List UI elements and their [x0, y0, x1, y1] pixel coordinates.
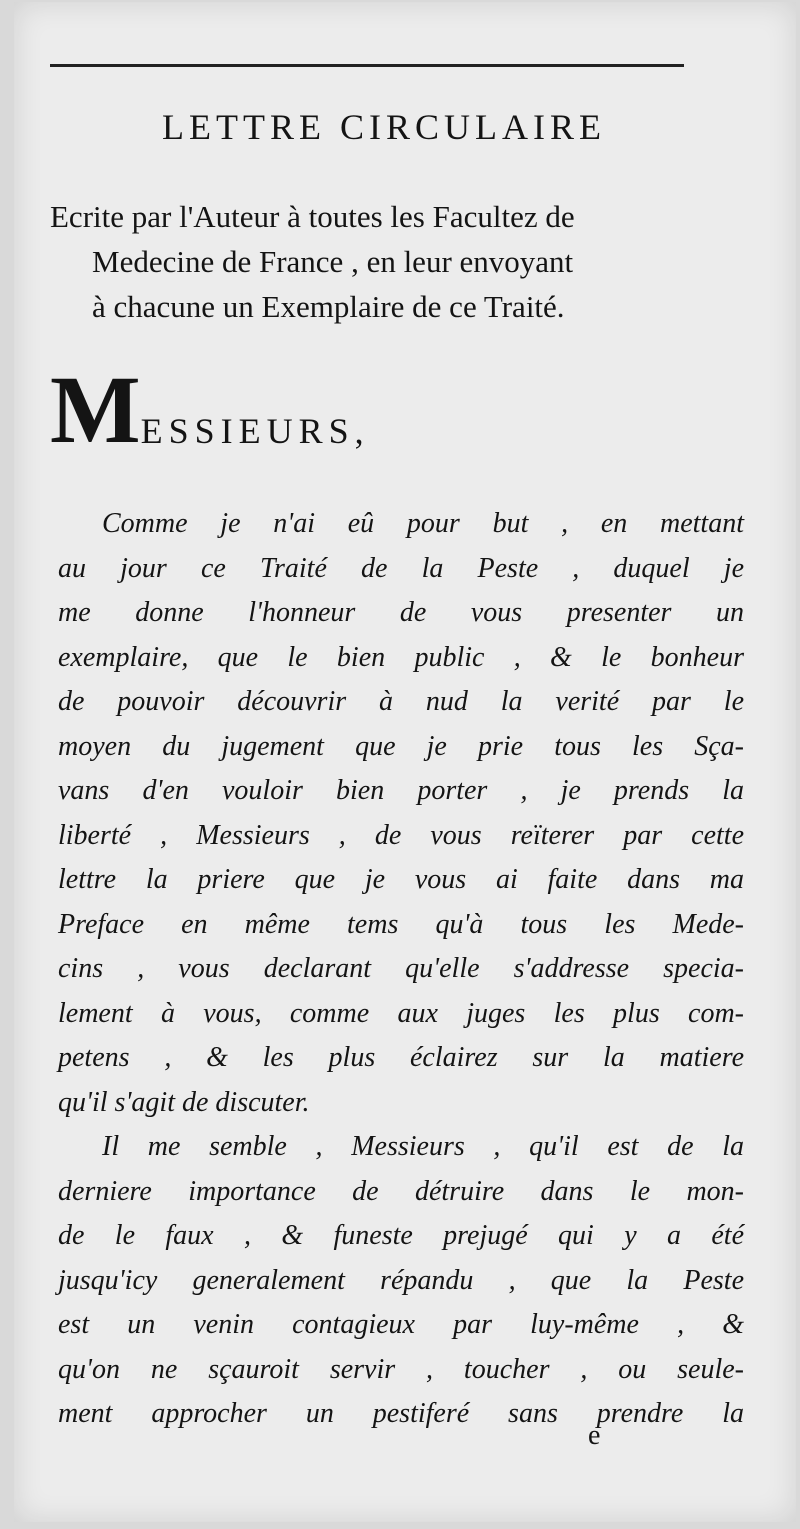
letter-body: [58, 502, 744, 1437]
drop-cap: M: [50, 356, 141, 463]
letter-title: LETTRE CIRCULAIRE: [162, 107, 606, 147]
text-line: Il me semble , Messieurs , qu'il est de la: [102, 1131, 744, 1162]
text-line: me donne l'honneur de vous presenter un: [58, 597, 744, 628]
text-line: de le faux , & funeste prejugé qui y a été: [58, 1220, 744, 1251]
catchword: e: [588, 1420, 601, 1451]
text-line: vans d'en vouloir bien porter , je prends la: [58, 775, 744, 806]
text-line: Comme je n'ai eû pour but , en mettant: [102, 508, 744, 539]
text-line: ment approcher un pestiferé sans prendre la: [58, 1398, 744, 1429]
text-line: liberté , Messieurs , de vous reïterer par cette: [58, 819, 744, 851]
text-line: Preface en même tems qu'à tous les Mede-: [58, 908, 744, 940]
salutation: [50, 356, 370, 463]
text-line: est un venin contagieux par luy-même , &: [58, 1309, 744, 1340]
text-line: cins , vous declarant qu'elle s'addresse specia-: [58, 953, 744, 984]
text-line: de pouvoir découvrir à nud la verité par le: [58, 686, 744, 717]
text-line: lettre la priere que je vous ai faite dans ma: [58, 864, 744, 895]
text-line: jusqu'icy generalement répandu , que la Peste: [58, 1264, 744, 1296]
book-page: [14, 2, 796, 1522]
letter-subtitle: [50, 194, 740, 329]
salutation-rest: ESSIEURS,: [140, 411, 370, 451]
text-line: derniere importance de détruire dans le mon-: [58, 1175, 744, 1207]
text-line: petens , & les plus éclairez sur la matiere: [58, 1042, 744, 1073]
text-line: au jour ce Traité de la Peste , duquel je: [58, 552, 744, 584]
subtitle-line: Ecrite par l'Auteur à toutes les Facultez de: [50, 199, 575, 234]
text-line: lement à vous, comme aux juges les plus com-: [58, 997, 744, 1029]
text-line: qu'on ne sçauroit servir , toucher , ou seule-: [58, 1353, 744, 1385]
subtitle-line: à chacune un Exemplaire de ce Traité.: [92, 289, 565, 324]
subtitle-line: Medecine de France , en leur envoyant: [92, 244, 574, 279]
text-line: exemplaire, que le bien public , & le bonheur: [58, 641, 744, 673]
header-rule: [50, 64, 684, 67]
text-line: qu'il s'agit de discuter.: [58, 1086, 310, 1118]
text-line: moyen du jugement que je prie tous les Sça-: [58, 730, 744, 762]
